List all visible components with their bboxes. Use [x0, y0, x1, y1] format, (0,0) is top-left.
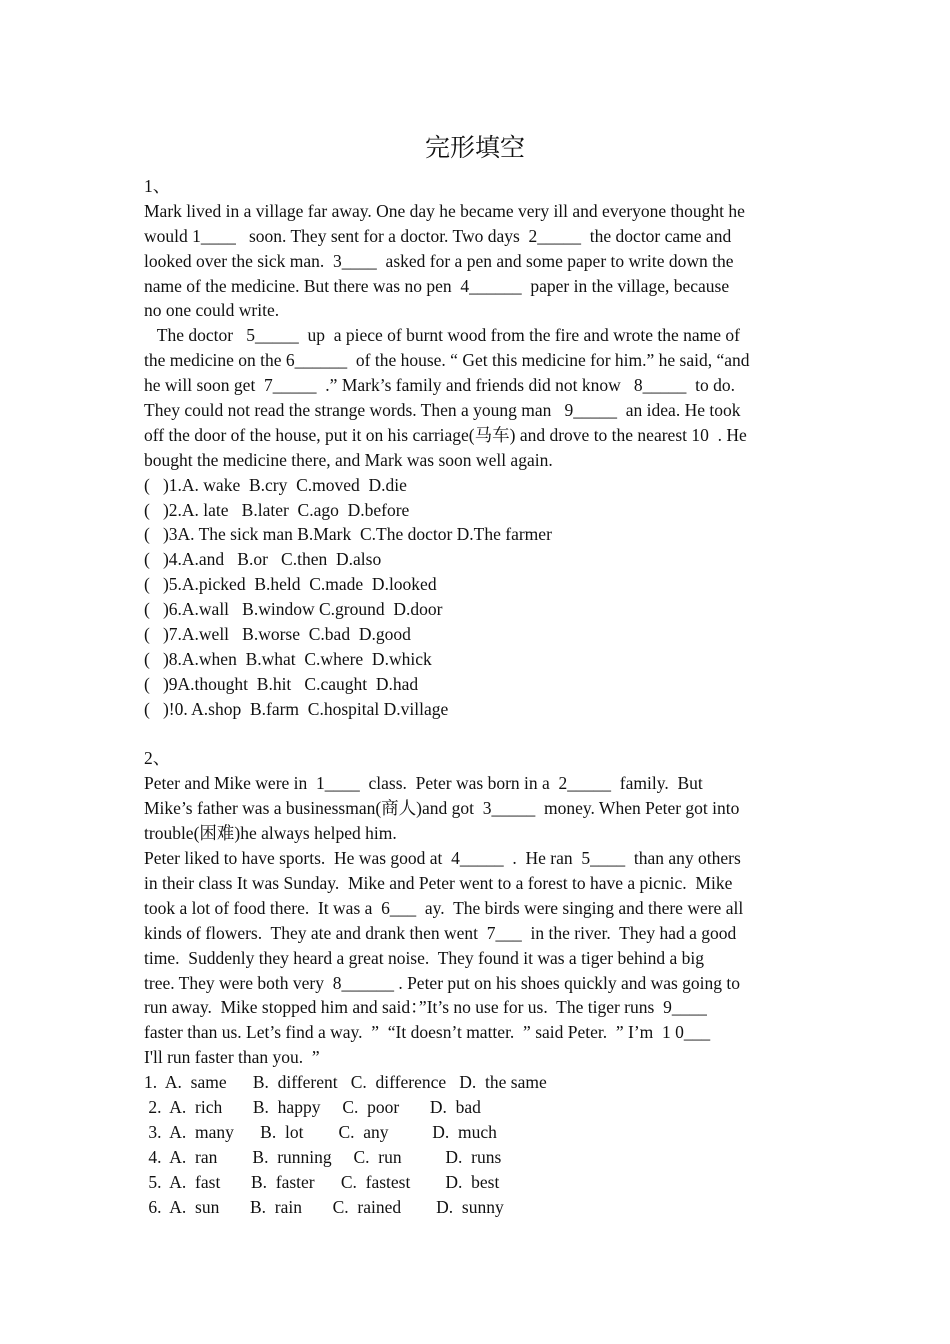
- section-number: 1、: [144, 176, 171, 196]
- option-line: 3. A. many B. lot C. any D. much: [144, 1121, 497, 1142]
- option-line: ( )6.A.wall B.window C.ground D.door: [144, 599, 443, 620]
- option-line: ( )3A. The sick man B.Mark C.The doctor D.The farmer: [144, 524, 552, 545]
- option-line: ( )9A.thought B.hit C.caught D.had: [144, 673, 419, 694]
- option-line: ( )!0. A.shop B.farm C.hospital D.village: [144, 698, 449, 719]
- passage-line: They could not read the strange words. Then a young man 9_____ an idea. He took: [144, 400, 741, 421]
- passage-line: run away. Mike stopped him and said：”It’s no use for us. The tiger runs 9____: [144, 997, 707, 1018]
- section-number: 2、: [144, 748, 171, 769]
- passage-2: [144, 771, 814, 1070]
- passage-line: Peter and Mike were in 1____ class. Peter was born in a 2_____ family. But: [144, 773, 703, 794]
- option-line: ( )2.A. late B.later C.ago D.before: [144, 499, 410, 520]
- passage-1: [144, 199, 814, 473]
- passage-line: Mike’s father was a businessman(商人)and got 3_____ money. When Peter got into: [144, 798, 740, 819]
- passage-line: no one could write.: [144, 300, 280, 321]
- passage-line: I'll run faster than you. ”: [144, 1047, 320, 1068]
- passage-line: he will soon get 7_____ .” Mark’s family and friends did not know 8_____ to do.: [144, 375, 736, 396]
- option-line: ( )1.A. wake B.cry C.moved D.die: [144, 474, 407, 495]
- option-line: 1. A. same B. different C. difference D. the same: [144, 1072, 547, 1093]
- page-title: 完形填空: [424, 133, 525, 162]
- option-line: ( )5.A.picked B.held C.made D.looked: [144, 574, 437, 595]
- option-line: 5. A. fast B. faster C. fastest D. best: [144, 1171, 500, 1192]
- passage-line: kinds of flowers. They ate and drank then went 7___ in the river. They had a good: [144, 922, 737, 943]
- passage-line: time. Suddenly they heard a great noise. They found it was a tiger behind a big: [144, 947, 705, 968]
- options-1: [144, 473, 814, 722]
- option-line: ( )4.A.and B.or C.then D.also: [144, 549, 382, 570]
- passage-line: faster than us. Let’s find a way. ” “It doesn’t matter. ” said Peter. ” I’m 1 0___: [144, 1022, 711, 1043]
- option-line: 4. A. ran B. running C. run D. runs: [144, 1146, 502, 1167]
- section-gap: [144, 722, 814, 747]
- passage-line: would 1____ soon. They sent for a doctor. Two days 2_____ the doctor came and: [144, 225, 732, 246]
- option-line: 2. A. rich B. happy C. poor D. bad: [144, 1096, 481, 1117]
- section-1: [144, 174, 814, 722]
- passage-line: took a lot of food there. It was a 6___ ay. The birds were singing and there were all: [144, 897, 744, 918]
- passage-line: trouble(困难)he always helped him.: [144, 823, 397, 844]
- passage-line: off the door of the house, put it on his carriage(马车) and drove to the nearest 10 . He: [144, 424, 747, 445]
- passage-line: in their class It was Sunday. Mike and Peter went to a forest to have a picnic. Mike: [144, 872, 733, 893]
- section-2: [144, 746, 814, 1219]
- passage-line: tree. They were both very 8______ . Peter put on his shoes quickly and was going to: [144, 972, 741, 993]
- options-2: [144, 1070, 814, 1219]
- passage-line: name of the medicine. But there was no pen 4______ paper in the village, because: [144, 275, 730, 296]
- option-line: ( )8.A.when B.what C.where D.whick: [144, 648, 432, 669]
- passage-line: bought the medicine there, and Mark was soon well again.: [144, 449, 553, 470]
- passage-line: the medicine on the 6______ of the house. “ Get this medicine for him.” he said, “and: [144, 350, 750, 371]
- option-line: ( )7.A.well B.worse C.bad D.good: [144, 624, 411, 645]
- passage-line: looked over the sick man. 3____ asked for a pen and some paper to write down the: [144, 250, 734, 271]
- document-page: [144, 130, 814, 1219]
- option-line: 6. A. sun B. rain C. rained D. sunny: [144, 1196, 504, 1217]
- passage-line: Peter liked to have sports. He was good at 4_____ . He ran 5____ than any others: [144, 848, 741, 869]
- passage-line: Mark lived in a village far away. One day he became very ill and everyone thought he: [144, 200, 745, 221]
- passage-line: The doctor 5_____ up a piece of burnt wood from the fire and wrote the name of: [144, 325, 740, 346]
